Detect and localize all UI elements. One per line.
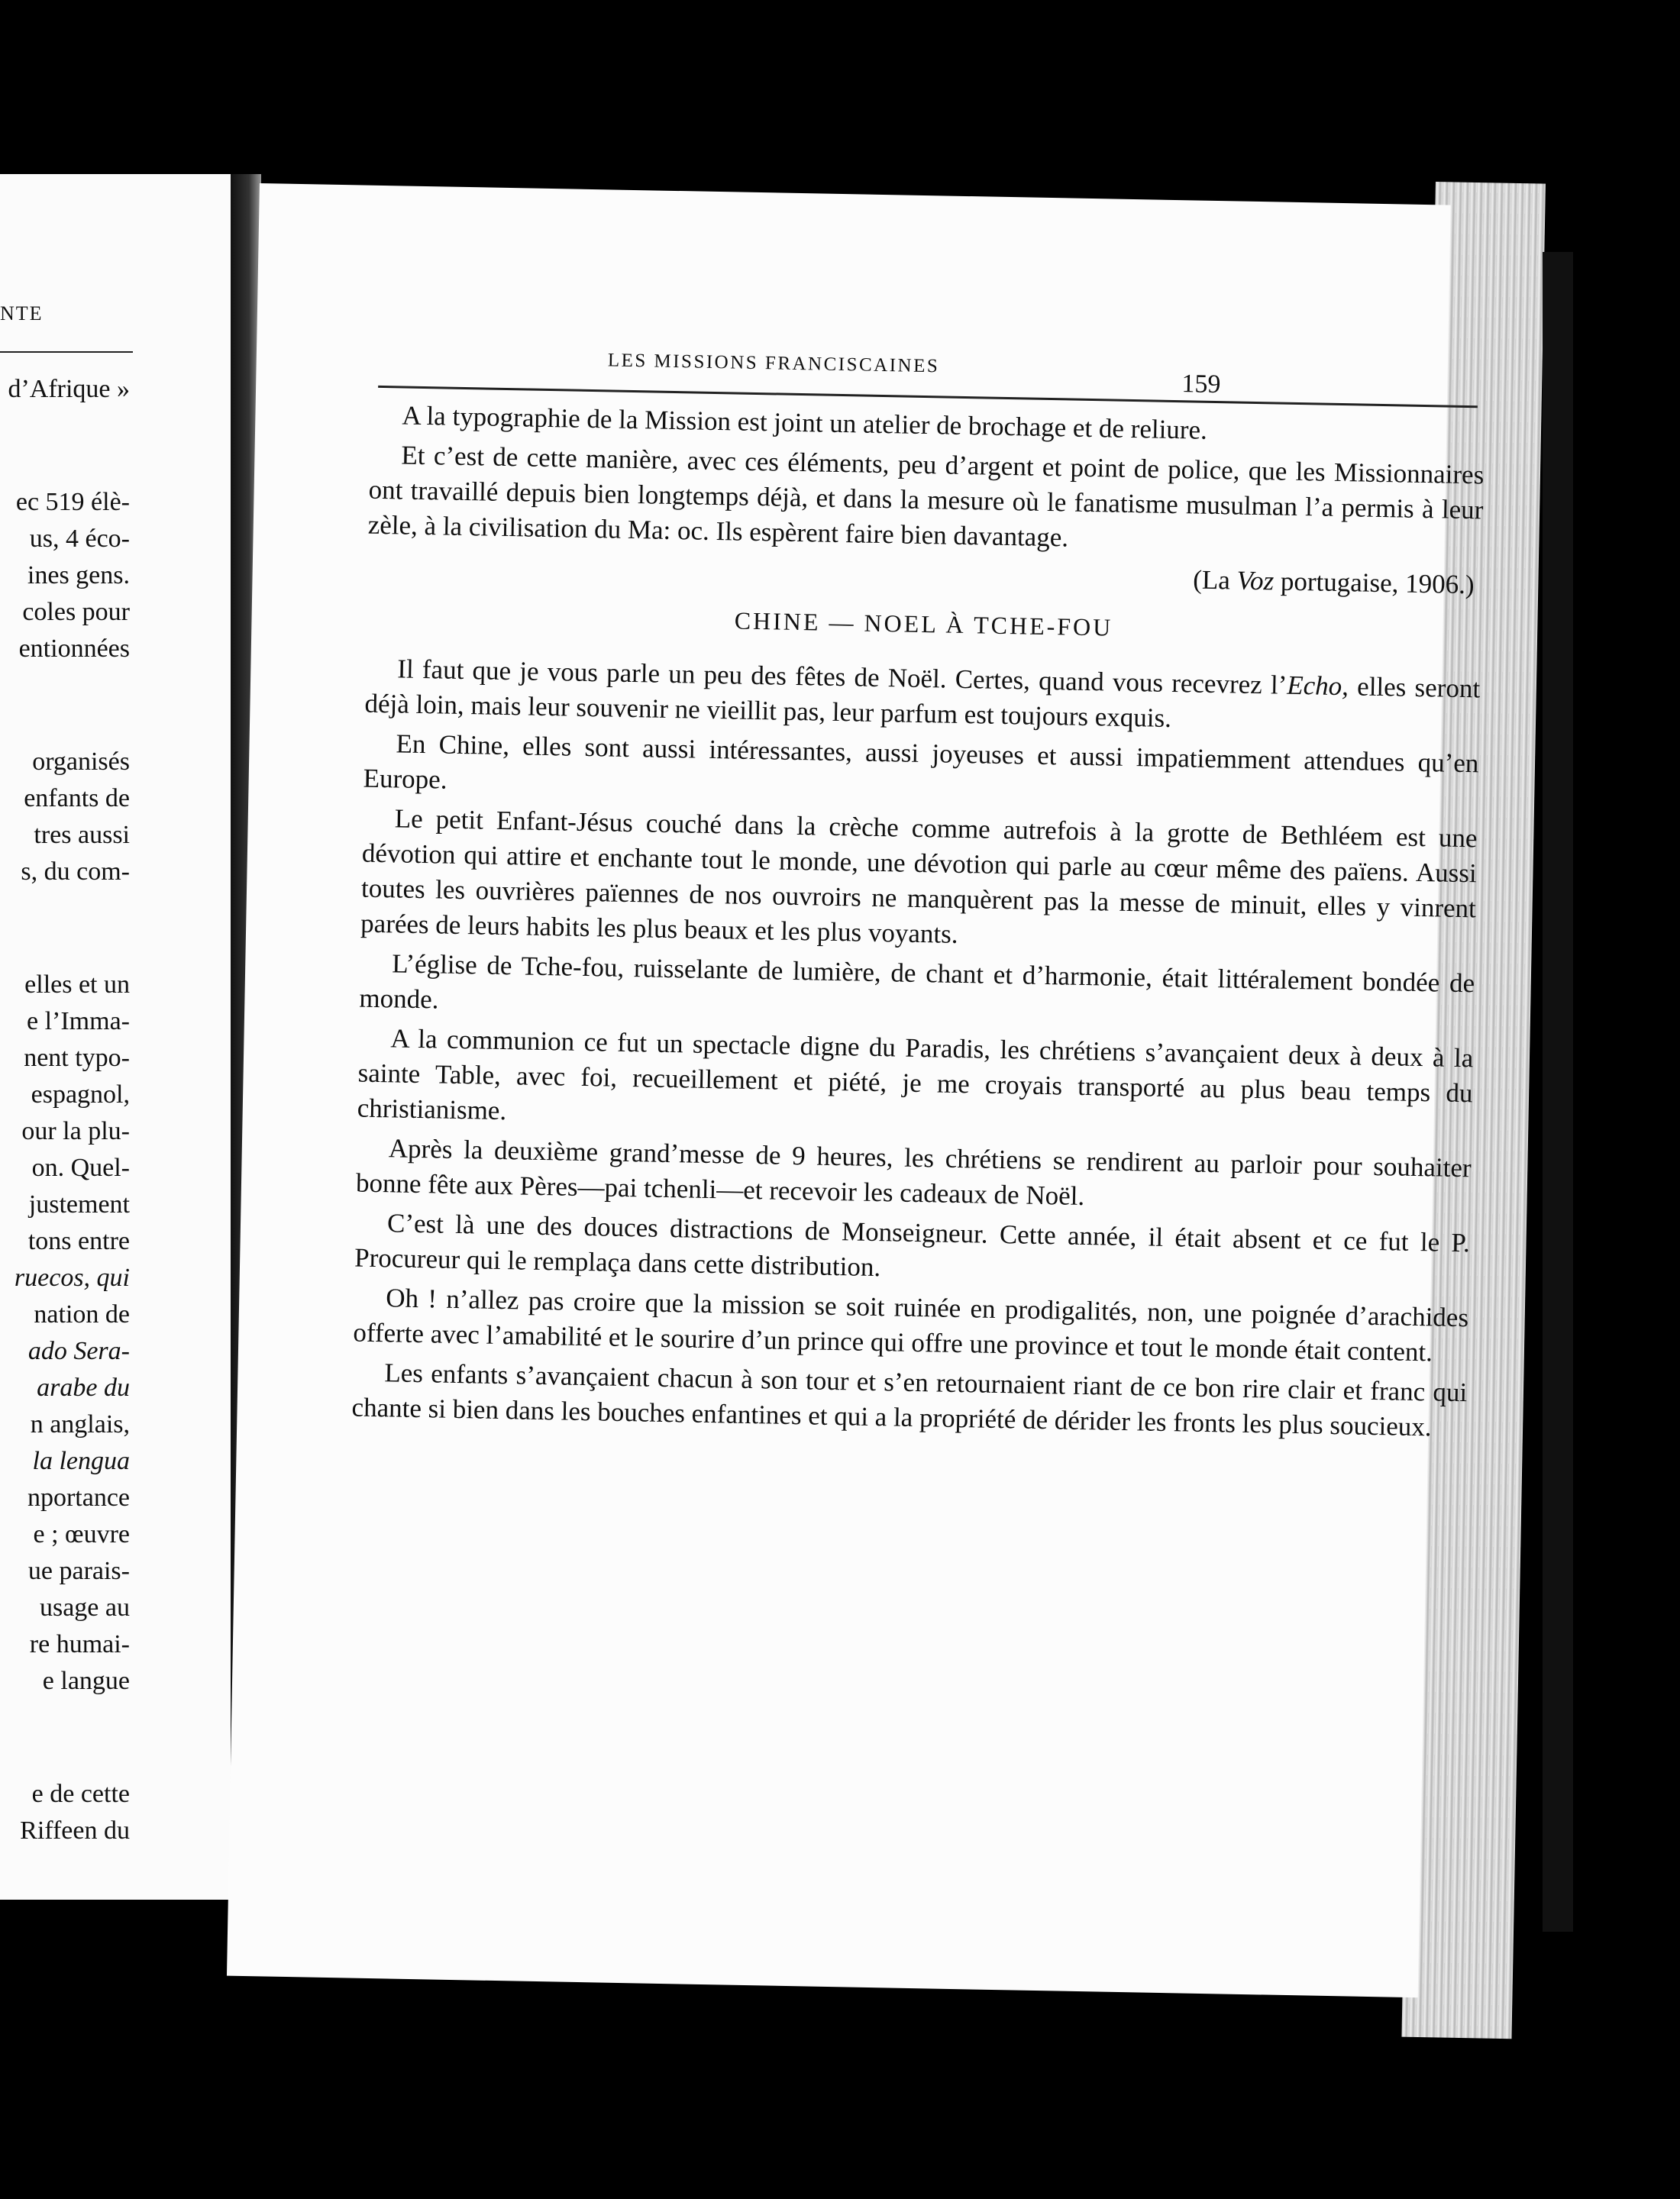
left-text-line: ado Sera- [27, 1337, 130, 1365]
left-text-line: re humai- [29, 1630, 130, 1658]
left-text-line: ruecos, qui [14, 1264, 130, 1292]
paragraph: Les enfants s’avançaient chacun à son tour et s’en retournaient riant de ce bon rire clair et franc qui chante si bien dans les bouches enfantines et qui a la propriété de dérider les fronts les plus soucieux. [351, 1358, 1468, 1442]
left-text-line: d’Afrique » [8, 375, 130, 403]
paragraph: A la typographie de la Mission est joint un atelier de brochage et de reliure. [402, 400, 1208, 445]
left-header-rule [0, 351, 133, 353]
paragraph: Et c’est de cette manière, avec ces éléments, peu d’argent et point de police, que les Missionnaires ont travaillé depuis bien longtemps déjà, et dans la mesure où le fanatisme musulman l’a permis à leur zèle, à la civilisation du Ma: oc. Ils espèrent faire bien davantage. [367, 440, 1485, 553]
left-text-line: e l’Imma- [27, 1007, 130, 1035]
left-text-line: n anglais, [30, 1410, 130, 1439]
paragraph: Après la deuxième grand’messe de 9 heures, les chrétiens se rendirent au parloir pour souhaiter bonne fête aux Pères—pai tchenli—et recevoir les cadeaux de Noël. [355, 1133, 1472, 1212]
paragraph: Il faut que je vous parle un peu des fêtes de Noël. Certes, quand vous recevrez l’Echo, elles seront déjà loin, mais leur souvenir ne vieillit pas, leur parfum est toujours exquis. [364, 654, 1481, 733]
left-text-line: justement [28, 1190, 130, 1219]
page-number: 159 [1181, 370, 1221, 399]
left-text-line: our la plu- [21, 1117, 130, 1145]
source-citation: (La Voz portugaise, 1906.) [1192, 564, 1475, 600]
left-line-gap [0, 890, 130, 967]
left-line-gap [0, 667, 130, 744]
left-text-line: coles pour [22, 598, 130, 626]
paragraph: Oh ! n’allez pas croire que la mission se soit ruinée en prodigalités, non, une poignée d’arachides offerte avec l’amabilité et le sourire d’un prince qui offre une province et tout le monde était content. [353, 1283, 1469, 1368]
left-line-gap [0, 408, 130, 484]
left-running-head: NTE [0, 302, 44, 325]
paragraph: L’église de Tche-fou, ruisselante de lumière, de chant et d’harmonie, était littéralement bondée de monde. [359, 948, 1475, 1015]
left-text-line: e ; œuvre [33, 1520, 130, 1548]
left-text-line: tons entre [27, 1227, 130, 1255]
left-text-line: ines gens. [27, 561, 130, 589]
left-text-line: enfants de [24, 784, 130, 812]
left-text-line: elles et un [24, 970, 130, 999]
book-cover-edge [1543, 252, 1573, 1932]
page-body [351, 398, 1485, 1451]
left-text-line: Riffeen du [20, 1816, 130, 1845]
left-text-line: organisés [32, 748, 130, 776]
left-text-line: nent typo- [24, 1044, 130, 1072]
running-head: LES MISSIONS FRANCISCAINES [607, 350, 940, 377]
left-page [0, 174, 233, 1900]
left-text-line: e de cette [31, 1780, 130, 1808]
left-text-line: usage au [39, 1594, 130, 1622]
left-text-line: ec 519 élè- [15, 488, 130, 516]
right-page [227, 183, 1485, 1997]
left-text-line: ue parais- [27, 1557, 130, 1585]
left-text-line: arabe du [37, 1374, 130, 1402]
left-line-gap [0, 1700, 130, 1776]
left-text-line: on. Quel- [31, 1154, 130, 1182]
paragraph: A la communion ce fut un spectacle digne du Paradis, les chrétiens s’avançaient deux à deux à la sainte Table, avec foi, recueillement et piété, je me croyais transporté au plus beau temps du christianisme. [357, 1023, 1474, 1126]
left-text-line: s, du com- [21, 857, 130, 886]
left-text-line: nation de [34, 1300, 130, 1329]
left-text-line: e langue [42, 1667, 130, 1695]
paragraph: C’est là une des douces distractions de Monseigneur. Cette année, il était absent et ce fut le P. Procureur qui le remplaça dans cette distribution. [354, 1208, 1471, 1283]
paragraph: En Chine, elles sont aussi intéressantes, aussi joyeuses et aussi impatiemment attendues qu’en Europe. [363, 728, 1479, 795]
left-page-text [0, 371, 130, 1849]
left-text-line: us, 4 éco- [29, 525, 130, 553]
paragraph: Le petit Enfant-Jésus couché dans la crèche comme autrefois à la grotte de Bethléem est une dévotion qui attire et enchante tout le monde, une dévotion qui parle au cœur même des païens. Aussi toutes les ouvrières païennes de nos ouvroirs ne manquèrent pas la messe de minuit, elles y vinrent parées de leurs habits les plus beaux et les plus voyants. [360, 803, 1478, 949]
left-text-line: la lengua [32, 1447, 130, 1475]
section-heading: CHINE — NOEL À TCHE-FOU [734, 606, 1113, 641]
left-text-line: entionnées [18, 635, 130, 663]
left-text-line: tres aussi [34, 821, 130, 849]
left-text-line: espagnol, [31, 1080, 130, 1109]
left-text-line: nportance [27, 1484, 130, 1512]
